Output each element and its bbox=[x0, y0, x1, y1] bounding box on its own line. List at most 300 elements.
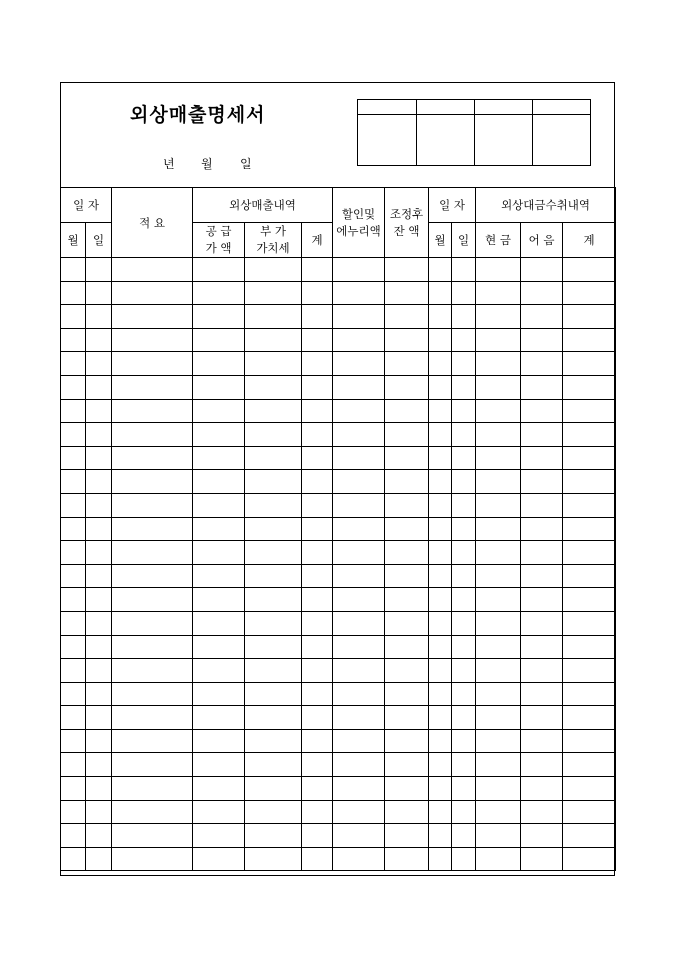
table-cell[interactable] bbox=[521, 588, 563, 612]
table-cell[interactable] bbox=[563, 517, 616, 541]
table-cell[interactable] bbox=[193, 352, 245, 376]
table-cell[interactable] bbox=[385, 375, 429, 399]
table-cell[interactable] bbox=[476, 281, 521, 305]
table-cell[interactable] bbox=[563, 258, 616, 282]
table-cell[interactable] bbox=[452, 399, 476, 423]
table-cell[interactable] bbox=[302, 352, 333, 376]
table-cell[interactable] bbox=[61, 753, 86, 777]
table-cell[interactable] bbox=[86, 800, 112, 824]
table-cell[interactable] bbox=[112, 328, 193, 352]
table-cell[interactable] bbox=[112, 824, 193, 848]
table-cell[interactable] bbox=[245, 777, 302, 801]
table-cell[interactable] bbox=[193, 328, 245, 352]
table-cell[interactable] bbox=[452, 777, 476, 801]
table-cell[interactable] bbox=[193, 541, 245, 565]
table-cell[interactable] bbox=[563, 777, 616, 801]
table-cell[interactable] bbox=[61, 375, 86, 399]
table-cell[interactable] bbox=[476, 352, 521, 376]
table-cell[interactable] bbox=[112, 682, 193, 706]
table-cell[interactable] bbox=[112, 423, 193, 447]
table-cell[interactable] bbox=[86, 423, 112, 447]
table-cell[interactable] bbox=[429, 659, 452, 683]
table-cell[interactable] bbox=[476, 305, 521, 329]
table-cell[interactable] bbox=[333, 635, 385, 659]
table-cell[interactable] bbox=[112, 635, 193, 659]
table-cell[interactable] bbox=[521, 352, 563, 376]
table-cell[interactable] bbox=[385, 611, 429, 635]
table-cell[interactable] bbox=[563, 423, 616, 447]
table-cell[interactable] bbox=[302, 281, 333, 305]
table-cell[interactable] bbox=[476, 258, 521, 282]
table-cell[interactable] bbox=[333, 800, 385, 824]
table-cell[interactable] bbox=[86, 611, 112, 635]
table-cell[interactable] bbox=[333, 753, 385, 777]
table-cell[interactable] bbox=[86, 541, 112, 565]
table-cell[interactable] bbox=[302, 470, 333, 494]
table-cell[interactable] bbox=[245, 824, 302, 848]
table-cell[interactable] bbox=[333, 847, 385, 871]
table-cell[interactable] bbox=[302, 564, 333, 588]
table-cell[interactable] bbox=[61, 611, 86, 635]
table-cell[interactable] bbox=[86, 328, 112, 352]
table-cell[interactable] bbox=[521, 258, 563, 282]
table-cell[interactable] bbox=[429, 706, 452, 730]
table-cell[interactable] bbox=[61, 258, 86, 282]
table-cell[interactable] bbox=[61, 682, 86, 706]
table-cell[interactable] bbox=[429, 588, 452, 612]
table-cell[interactable] bbox=[476, 423, 521, 447]
table-cell[interactable] bbox=[563, 564, 616, 588]
table-cell[interactable] bbox=[563, 541, 616, 565]
table-cell[interactable] bbox=[563, 659, 616, 683]
table-cell[interactable] bbox=[112, 729, 193, 753]
table-cell[interactable] bbox=[385, 541, 429, 565]
table-cell[interactable] bbox=[61, 800, 86, 824]
table-cell[interactable] bbox=[476, 659, 521, 683]
table-cell[interactable] bbox=[476, 777, 521, 801]
table-cell[interactable] bbox=[61, 281, 86, 305]
table-cell[interactable] bbox=[452, 541, 476, 565]
table-cell[interactable] bbox=[61, 588, 86, 612]
table-cell[interactable] bbox=[452, 753, 476, 777]
table-cell[interactable] bbox=[86, 729, 112, 753]
table-cell[interactable] bbox=[385, 305, 429, 329]
table-cell[interactable] bbox=[452, 352, 476, 376]
table-cell[interactable] bbox=[112, 446, 193, 470]
table-cell[interactable] bbox=[112, 800, 193, 824]
table-cell[interactable] bbox=[61, 847, 86, 871]
table-cell[interactable] bbox=[61, 824, 86, 848]
table-cell[interactable] bbox=[476, 541, 521, 565]
table-cell[interactable] bbox=[521, 423, 563, 447]
table-cell[interactable] bbox=[563, 753, 616, 777]
table-cell[interactable] bbox=[521, 659, 563, 683]
table-cell[interactable] bbox=[245, 352, 302, 376]
table-cell[interactable] bbox=[476, 375, 521, 399]
table-cell[interactable] bbox=[112, 706, 193, 730]
table-cell[interactable] bbox=[193, 564, 245, 588]
table-cell[interactable] bbox=[245, 682, 302, 706]
table-cell[interactable] bbox=[245, 423, 302, 447]
table-cell[interactable] bbox=[563, 800, 616, 824]
table-cell[interactable] bbox=[112, 352, 193, 376]
table-cell[interactable] bbox=[86, 847, 112, 871]
table-cell[interactable] bbox=[385, 753, 429, 777]
table-cell[interactable] bbox=[563, 824, 616, 848]
table-cell[interactable] bbox=[563, 847, 616, 871]
table-cell[interactable] bbox=[452, 423, 476, 447]
table-cell[interactable] bbox=[429, 753, 452, 777]
table-cell[interactable] bbox=[86, 493, 112, 517]
table-cell[interactable] bbox=[563, 446, 616, 470]
table-cell[interactable] bbox=[521, 777, 563, 801]
table-cell[interactable] bbox=[521, 847, 563, 871]
table-cell[interactable] bbox=[302, 682, 333, 706]
table-cell[interactable] bbox=[385, 517, 429, 541]
table-cell[interactable] bbox=[193, 517, 245, 541]
table-cell[interactable] bbox=[193, 800, 245, 824]
table-cell[interactable] bbox=[86, 564, 112, 588]
table-cell[interactable] bbox=[476, 588, 521, 612]
table-cell[interactable] bbox=[429, 493, 452, 517]
table-cell[interactable] bbox=[302, 659, 333, 683]
table-cell[interactable] bbox=[385, 800, 429, 824]
table-cell[interactable] bbox=[302, 729, 333, 753]
table-cell[interactable] bbox=[193, 423, 245, 447]
table-cell[interactable] bbox=[452, 493, 476, 517]
table-cell[interactable] bbox=[193, 706, 245, 730]
table-cell[interactable] bbox=[86, 777, 112, 801]
table-cell[interactable] bbox=[302, 446, 333, 470]
table-cell[interactable] bbox=[112, 470, 193, 494]
table-cell[interactable] bbox=[429, 281, 452, 305]
table-cell[interactable] bbox=[193, 305, 245, 329]
table-cell[interactable] bbox=[385, 328, 429, 352]
table-cell[interactable] bbox=[476, 328, 521, 352]
table-cell[interactable] bbox=[333, 682, 385, 706]
table-cell[interactable] bbox=[452, 824, 476, 848]
table-cell[interactable] bbox=[333, 470, 385, 494]
table-cell[interactable] bbox=[385, 399, 429, 423]
table-cell[interactable] bbox=[245, 375, 302, 399]
table-cell[interactable] bbox=[193, 753, 245, 777]
table-cell[interactable] bbox=[521, 399, 563, 423]
table-cell[interactable] bbox=[61, 635, 86, 659]
table-cell[interactable] bbox=[86, 352, 112, 376]
table-cell[interactable] bbox=[112, 375, 193, 399]
table-cell[interactable] bbox=[452, 517, 476, 541]
table-cell[interactable] bbox=[61, 446, 86, 470]
table-cell[interactable] bbox=[245, 847, 302, 871]
table-cell[interactable] bbox=[476, 706, 521, 730]
table-cell[interactable] bbox=[521, 470, 563, 494]
table-cell[interactable] bbox=[429, 611, 452, 635]
table-cell[interactable] bbox=[302, 328, 333, 352]
table-cell[interactable] bbox=[245, 588, 302, 612]
table-cell[interactable] bbox=[429, 446, 452, 470]
table-cell[interactable] bbox=[245, 635, 302, 659]
table-cell[interactable] bbox=[452, 800, 476, 824]
table-cell[interactable] bbox=[452, 305, 476, 329]
table-cell[interactable] bbox=[61, 777, 86, 801]
table-cell[interactable] bbox=[521, 706, 563, 730]
table-cell[interactable] bbox=[61, 706, 86, 730]
table-cell[interactable] bbox=[193, 446, 245, 470]
table-cell[interactable] bbox=[429, 847, 452, 871]
table-cell[interactable] bbox=[521, 493, 563, 517]
table-cell[interactable] bbox=[476, 635, 521, 659]
table-cell[interactable] bbox=[302, 753, 333, 777]
table-cell[interactable] bbox=[385, 682, 429, 706]
table-cell[interactable] bbox=[563, 611, 616, 635]
table-cell[interactable] bbox=[193, 729, 245, 753]
table-cell[interactable] bbox=[193, 824, 245, 848]
table-cell[interactable] bbox=[302, 375, 333, 399]
table-cell[interactable] bbox=[245, 446, 302, 470]
table-cell[interactable] bbox=[563, 399, 616, 423]
table-cell[interactable] bbox=[61, 541, 86, 565]
table-cell[interactable] bbox=[563, 635, 616, 659]
table-cell[interactable] bbox=[429, 824, 452, 848]
table-cell[interactable] bbox=[452, 588, 476, 612]
table-cell[interactable] bbox=[245, 305, 302, 329]
table-cell[interactable] bbox=[563, 588, 616, 612]
table-cell[interactable] bbox=[476, 729, 521, 753]
table-cell[interactable] bbox=[193, 611, 245, 635]
table-cell[interactable] bbox=[452, 258, 476, 282]
table-cell[interactable] bbox=[385, 706, 429, 730]
table-cell[interactable] bbox=[429, 564, 452, 588]
table-cell[interactable] bbox=[112, 517, 193, 541]
table-cell[interactable] bbox=[429, 352, 452, 376]
table-cell[interactable] bbox=[86, 281, 112, 305]
table-cell[interactable] bbox=[86, 635, 112, 659]
table-cell[interactable] bbox=[245, 564, 302, 588]
table-cell[interactable] bbox=[385, 446, 429, 470]
table-cell[interactable] bbox=[452, 729, 476, 753]
table-cell[interactable] bbox=[452, 611, 476, 635]
table-cell[interactable] bbox=[112, 753, 193, 777]
table-cell[interactable] bbox=[86, 706, 112, 730]
table-cell[interactable] bbox=[452, 659, 476, 683]
table-cell[interactable] bbox=[333, 588, 385, 612]
table-cell[interactable] bbox=[333, 824, 385, 848]
table-cell[interactable] bbox=[385, 493, 429, 517]
table-cell[interactable] bbox=[302, 399, 333, 423]
table-cell[interactable] bbox=[112, 493, 193, 517]
table-cell[interactable] bbox=[385, 824, 429, 848]
table-cell[interactable] bbox=[302, 824, 333, 848]
table-cell[interactable] bbox=[333, 564, 385, 588]
table-cell[interactable] bbox=[385, 281, 429, 305]
table-cell[interactable] bbox=[61, 564, 86, 588]
table-cell[interactable] bbox=[112, 258, 193, 282]
table-cell[interactable] bbox=[302, 706, 333, 730]
table-cell[interactable] bbox=[86, 305, 112, 329]
table-cell[interactable] bbox=[302, 493, 333, 517]
table-cell[interactable] bbox=[112, 611, 193, 635]
table-cell[interactable] bbox=[333, 375, 385, 399]
table-cell[interactable] bbox=[521, 753, 563, 777]
table-cell[interactable] bbox=[385, 258, 429, 282]
table-cell[interactable] bbox=[245, 541, 302, 565]
table-cell[interactable] bbox=[521, 281, 563, 305]
table-cell[interactable] bbox=[476, 399, 521, 423]
table-cell[interactable] bbox=[429, 800, 452, 824]
table-cell[interactable] bbox=[429, 777, 452, 801]
table-cell[interactable] bbox=[193, 493, 245, 517]
table-cell[interactable] bbox=[61, 328, 86, 352]
table-cell[interactable] bbox=[429, 399, 452, 423]
table-cell[interactable] bbox=[563, 328, 616, 352]
table-cell[interactable] bbox=[452, 564, 476, 588]
table-cell[interactable] bbox=[193, 375, 245, 399]
table-cell[interactable] bbox=[385, 659, 429, 683]
table-cell[interactable] bbox=[333, 493, 385, 517]
table-cell[interactable] bbox=[112, 777, 193, 801]
table-cell[interactable] bbox=[563, 729, 616, 753]
table-cell[interactable] bbox=[86, 588, 112, 612]
table-cell[interactable] bbox=[333, 281, 385, 305]
table-cell[interactable] bbox=[521, 824, 563, 848]
table-cell[interactable] bbox=[521, 729, 563, 753]
table-cell[interactable] bbox=[61, 493, 86, 517]
table-cell[interactable] bbox=[452, 682, 476, 706]
table-cell[interactable] bbox=[429, 328, 452, 352]
table-cell[interactable] bbox=[61, 305, 86, 329]
table-cell[interactable] bbox=[521, 800, 563, 824]
table-cell[interactable] bbox=[245, 470, 302, 494]
table-cell[interactable] bbox=[245, 753, 302, 777]
table-cell[interactable] bbox=[476, 564, 521, 588]
table-cell[interactable] bbox=[429, 682, 452, 706]
table-cell[interactable] bbox=[193, 659, 245, 683]
table-cell[interactable] bbox=[245, 399, 302, 423]
table-cell[interactable] bbox=[452, 635, 476, 659]
table-cell[interactable] bbox=[385, 777, 429, 801]
table-cell[interactable] bbox=[563, 352, 616, 376]
table-cell[interactable] bbox=[193, 588, 245, 612]
table-cell[interactable] bbox=[476, 517, 521, 541]
table-cell[interactable] bbox=[86, 375, 112, 399]
table-cell[interactable] bbox=[385, 470, 429, 494]
table-cell[interactable] bbox=[385, 635, 429, 659]
table-cell[interactable] bbox=[302, 777, 333, 801]
table-cell[interactable] bbox=[452, 446, 476, 470]
table-cell[interactable] bbox=[333, 399, 385, 423]
table-cell[interactable] bbox=[112, 281, 193, 305]
table-cell[interactable] bbox=[333, 328, 385, 352]
table-cell[interactable] bbox=[452, 375, 476, 399]
table-cell[interactable] bbox=[385, 352, 429, 376]
table-cell[interactable] bbox=[521, 682, 563, 706]
table-cell[interactable] bbox=[563, 470, 616, 494]
table-cell[interactable] bbox=[302, 423, 333, 447]
table-cell[interactable] bbox=[563, 281, 616, 305]
table-cell[interactable] bbox=[86, 517, 112, 541]
table-cell[interactable] bbox=[563, 305, 616, 329]
table-cell[interactable] bbox=[302, 258, 333, 282]
table-cell[interactable] bbox=[476, 611, 521, 635]
table-cell[interactable] bbox=[112, 659, 193, 683]
table-cell[interactable] bbox=[302, 305, 333, 329]
table-cell[interactable] bbox=[193, 470, 245, 494]
table-cell[interactable] bbox=[86, 824, 112, 848]
table-cell[interactable] bbox=[521, 541, 563, 565]
table-cell[interactable] bbox=[302, 588, 333, 612]
table-cell[interactable] bbox=[476, 800, 521, 824]
table-cell[interactable] bbox=[333, 706, 385, 730]
table-cell[interactable] bbox=[333, 729, 385, 753]
table-cell[interactable] bbox=[521, 611, 563, 635]
table-cell[interactable] bbox=[385, 847, 429, 871]
table-cell[interactable] bbox=[302, 611, 333, 635]
table-cell[interactable] bbox=[86, 258, 112, 282]
table-cell[interactable] bbox=[452, 706, 476, 730]
table-cell[interactable] bbox=[476, 446, 521, 470]
table-cell[interactable] bbox=[429, 258, 452, 282]
table-cell[interactable] bbox=[429, 305, 452, 329]
table-cell[interactable] bbox=[302, 635, 333, 659]
table-cell[interactable] bbox=[452, 470, 476, 494]
table-cell[interactable] bbox=[521, 517, 563, 541]
table-cell[interactable] bbox=[61, 729, 86, 753]
table-cell[interactable] bbox=[521, 635, 563, 659]
table-cell[interactable] bbox=[476, 847, 521, 871]
table-cell[interactable] bbox=[61, 659, 86, 683]
table-cell[interactable] bbox=[521, 446, 563, 470]
table-cell[interactable] bbox=[333, 659, 385, 683]
table-cell[interactable] bbox=[302, 541, 333, 565]
table-cell[interactable] bbox=[193, 847, 245, 871]
table-cell[interactable] bbox=[61, 352, 86, 376]
table-cell[interactable] bbox=[112, 541, 193, 565]
table-cell[interactable] bbox=[112, 588, 193, 612]
table-cell[interactable] bbox=[521, 305, 563, 329]
table-cell[interactable] bbox=[476, 682, 521, 706]
table-cell[interactable] bbox=[193, 258, 245, 282]
table-cell[interactable] bbox=[302, 517, 333, 541]
table-cell[interactable] bbox=[302, 800, 333, 824]
table-cell[interactable] bbox=[452, 281, 476, 305]
table-cell[interactable] bbox=[333, 258, 385, 282]
table-cell[interactable] bbox=[385, 729, 429, 753]
table-cell[interactable] bbox=[61, 423, 86, 447]
table-cell[interactable] bbox=[333, 517, 385, 541]
table-cell[interactable] bbox=[245, 258, 302, 282]
table-cell[interactable] bbox=[429, 470, 452, 494]
table-cell[interactable] bbox=[429, 541, 452, 565]
table-cell[interactable] bbox=[333, 777, 385, 801]
table-cell[interactable] bbox=[193, 635, 245, 659]
table-cell[interactable] bbox=[245, 729, 302, 753]
table-cell[interactable] bbox=[61, 517, 86, 541]
table-cell[interactable] bbox=[245, 517, 302, 541]
table-cell[interactable] bbox=[476, 824, 521, 848]
table-cell[interactable] bbox=[112, 847, 193, 871]
table-cell[interactable] bbox=[452, 328, 476, 352]
table-cell[interactable] bbox=[563, 682, 616, 706]
table-cell[interactable] bbox=[385, 423, 429, 447]
table-cell[interactable] bbox=[86, 753, 112, 777]
table-cell[interactable] bbox=[333, 541, 385, 565]
table-cell[interactable] bbox=[245, 493, 302, 517]
table-cell[interactable] bbox=[86, 399, 112, 423]
table-cell[interactable] bbox=[563, 375, 616, 399]
table-cell[interactable] bbox=[86, 682, 112, 706]
table-cell[interactable] bbox=[112, 564, 193, 588]
table-cell[interactable] bbox=[86, 446, 112, 470]
